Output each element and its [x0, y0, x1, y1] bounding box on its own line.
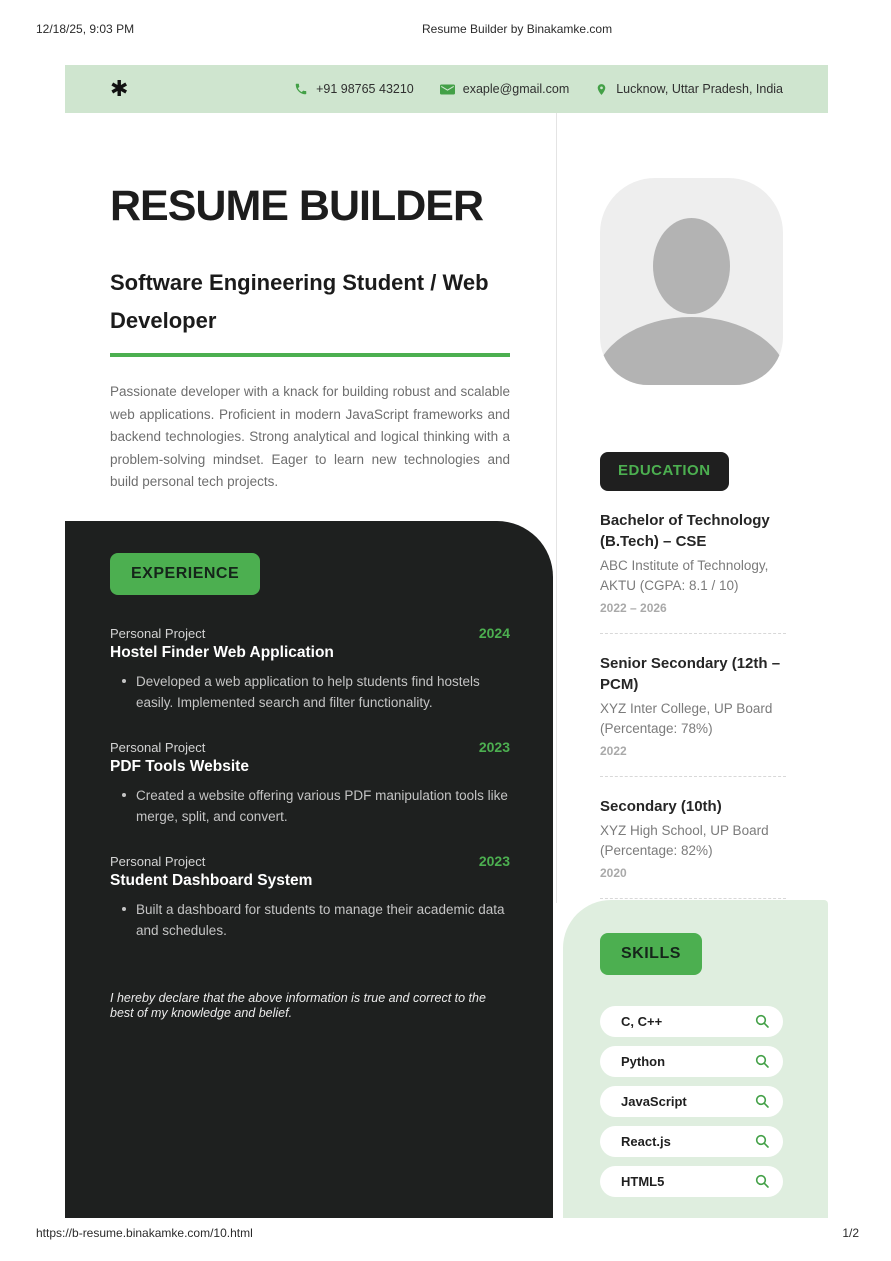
experience-bullet-text: Created a website offering various PDF manipulation tools like merge, split, and convert. — [136, 787, 508, 824]
skill-search-pill[interactable] — [600, 1126, 783, 1157]
print-datetime: 12/18/25, 9:03 PM — [36, 22, 135, 36]
education-heading: EDUCATION — [600, 452, 729, 491]
summary-paragraph: Passionate developer with a knack for building robust and scalable web applications. Proficient in modern JavaScript frameworks and backend technologies. Strong analytical and logical thinking with a problem-solving mindset. Eager to learn new technologies and build personal tech projects. — [110, 384, 510, 490]
experience-title: Student Dashboard System — [110, 871, 313, 889]
education-title: Bachelor of Technology (B.Tech) – CSE — [600, 512, 770, 550]
declaration-text: I hereby declare that the above information is true and correct to the best of my knowledge and belief. — [110, 990, 486, 1021]
location-text: Lucknow, Uttar Pradesh, India — [616, 82, 783, 96]
contact-items — [294, 82, 783, 97]
education-institute: ABC Institute of Technology, AKTU (CGPA: 8.1 / 10) — [600, 558, 769, 593]
experience-panel — [65, 521, 553, 1218]
experience-list — [110, 625, 510, 941]
education-item — [600, 653, 786, 777]
email-icon — [440, 83, 455, 96]
skill-search-pill[interactable] — [600, 1006, 783, 1037]
search-icon[interactable] — [754, 1053, 770, 1069]
education-title: Secondary (10th) — [600, 798, 722, 815]
bullet-dot — [122, 679, 126, 683]
skills-heading: SKILLS — [600, 933, 702, 975]
experience-org: Personal Project — [110, 853, 206, 869]
search-icon[interactable] — [754, 1133, 770, 1149]
column-divider — [556, 113, 557, 903]
education-item — [600, 796, 786, 899]
education-institute: XYZ Inter College, UP Board (Percentage: 78%) — [600, 701, 773, 736]
education-institute: XYZ High School, UP Board (Percentage: 82%) — [600, 823, 769, 858]
experience-item — [110, 739, 510, 827]
experience-bullet-text: Developed a web application to help students find hostels easily. Implemented search and filter functionality. — [136, 673, 480, 710]
search-icon[interactable] — [754, 1093, 770, 1109]
experience-item — [110, 625, 510, 713]
email-contact — [440, 82, 569, 96]
education-year: 2020 — [600, 866, 627, 880]
experience-year: 2023 — [478, 738, 510, 755]
experience-title: PDF Tools Website — [110, 757, 249, 775]
experience-org: Personal Project — [110, 625, 206, 641]
skill-label: C, C++ — [621, 1013, 663, 1029]
education-year: 2022 – 2026 — [600, 601, 667, 615]
avatar — [600, 178, 783, 385]
education-item — [600, 510, 786, 634]
skill-label: HTML5 — [621, 1173, 665, 1189]
experience-item — [110, 853, 510, 941]
skill-label: Python — [621, 1053, 666, 1069]
skill-label: JavaScript — [621, 1093, 687, 1109]
skill-search-pill[interactable] — [600, 1166, 783, 1197]
phone-contact — [294, 82, 414, 96]
education-title: Senior Secondary (12th – PCM) — [600, 655, 781, 693]
experience-org: Personal Project — [110, 739, 206, 755]
print-doc-title: Resume Builder by Binakamke.com — [422, 22, 613, 36]
bullet-dot — [122, 793, 126, 797]
skills-list — [600, 1006, 783, 1197]
page-title: RESUME BUILDER — [110, 182, 484, 230]
experience-bullet-text: Built a dashboard for students to manage their academic data and schedules. — [136, 901, 505, 938]
avatar-shoulders-shape — [600, 317, 783, 385]
search-icon[interactable] — [754, 1173, 770, 1189]
experience-year: 2023 — [478, 852, 510, 869]
experience-heading: EXPERIENCE — [110, 553, 260, 595]
education-year: 2022 — [600, 744, 627, 758]
print-page-indicator: 1/2 — [842, 1226, 859, 1240]
hero-section — [110, 183, 510, 494]
phone-number: +91 98765 43210 — [316, 82, 414, 96]
accent-rule — [110, 353, 510, 357]
bullet-dot — [122, 907, 126, 911]
skills-panel — [563, 900, 828, 1218]
asterisk-logo-icon: ✱ — [110, 76, 129, 101]
avatar-head-shape — [653, 218, 730, 314]
phone-icon — [294, 82, 308, 96]
experience-title: Hostel Finder Web Application — [110, 643, 334, 661]
print-footer-url: https://b-resume.binakamke.com/10.html — [36, 1226, 253, 1240]
email-address: exaple@gmail.com — [462, 82, 570, 96]
location-pin-icon — [595, 82, 608, 97]
skill-search-pill[interactable] — [600, 1046, 783, 1077]
location-contact — [595, 82, 783, 97]
education-list — [600, 510, 786, 918]
skill-search-pill[interactable] — [600, 1086, 783, 1117]
experience-year: 2024 — [478, 624, 510, 641]
skill-label: React.js — [621, 1133, 671, 1149]
role-subtitle: Software Engineering Student / Web Developer — [110, 270, 489, 334]
search-icon[interactable] — [754, 1013, 770, 1029]
contact-bar — [65, 65, 828, 113]
